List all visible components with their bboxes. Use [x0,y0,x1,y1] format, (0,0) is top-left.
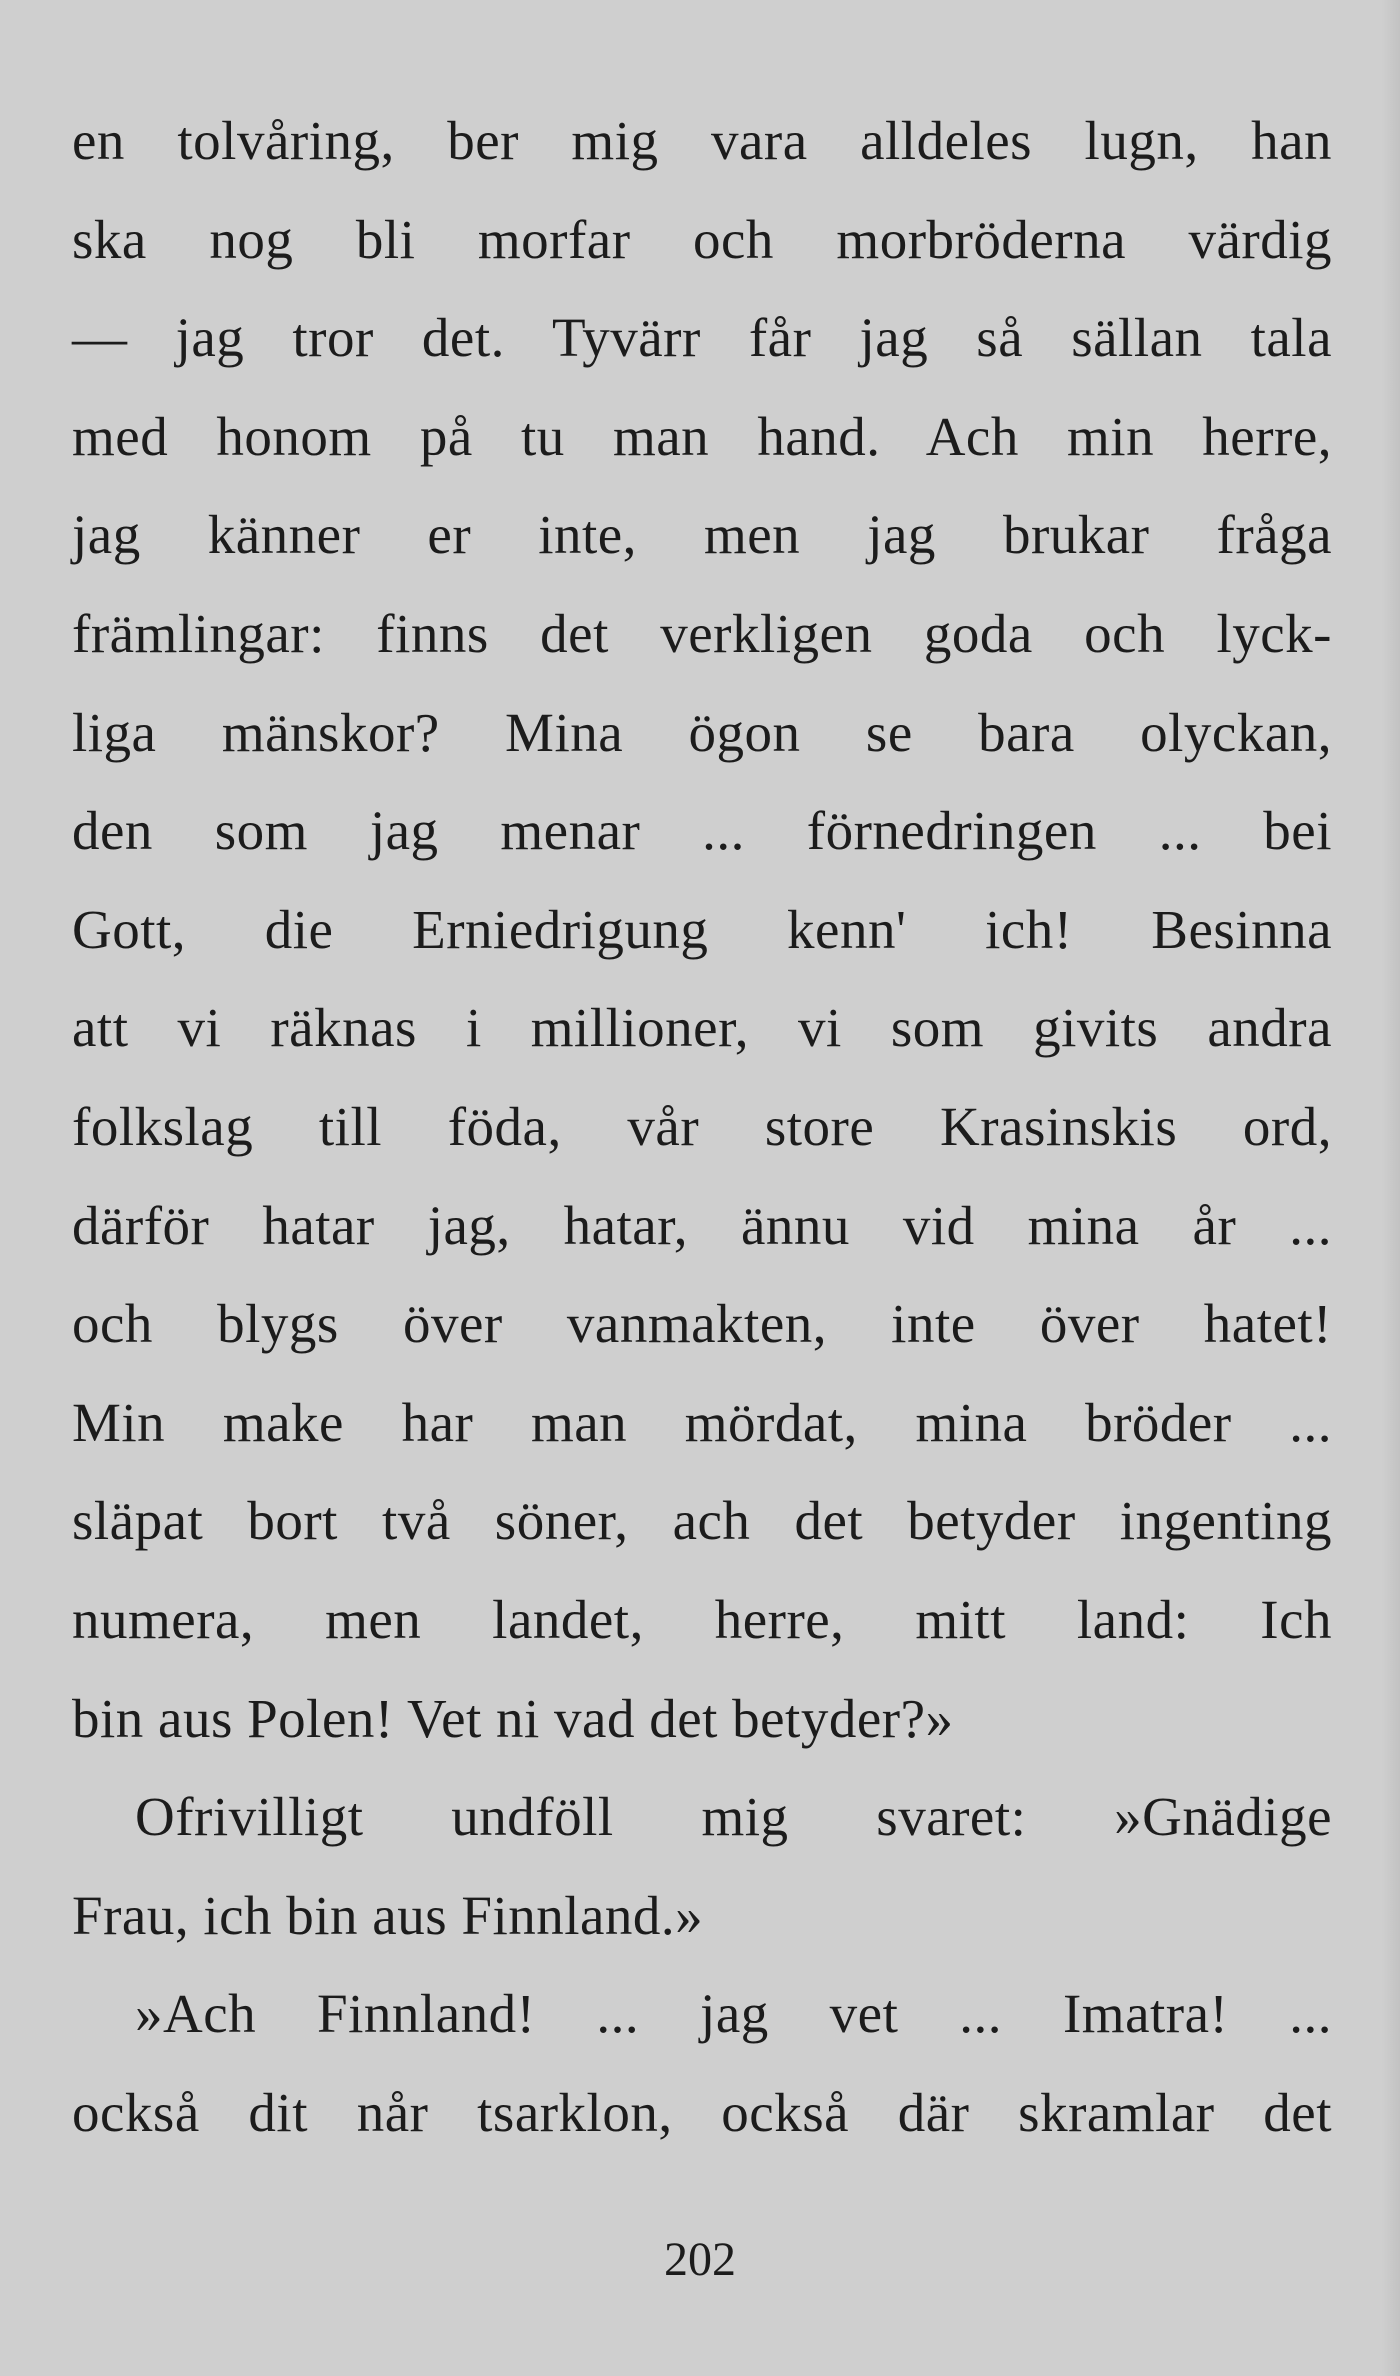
text-line: liga mänskor? Mina ögon se bara olyckan, [72,701,1332,763]
text-line: och blygs över vanmakten, inte över hatet! [72,1293,1332,1355]
text-line: numera, men landet, herre, mitt land: Ich [72,1588,1332,1650]
text-line: bin aus Polen! Vet ni vad det betyder?» [72,1687,954,1749]
text-line: också dit når tsarklon, också där skramlar det [72,2081,1332,2143]
text-line: Gott, die Erniedrigung kenn' ich! Besinna [72,898,1332,960]
text-line: folkslag till föda, vår store Krasinskis ord, [72,1095,1332,1157]
page-edge-shadow [1382,0,1400,2376]
text-line: »Ach Finnland! ... jag vet ... Imatra! ... [135,1983,1332,2045]
text-line: med honom på tu man hand. Ach min herre, [72,405,1332,467]
text-line: jag känner er inte, men jag brukar fråga [72,504,1332,566]
text-line: främlingar: finns det verkligen goda och lyck- [72,602,1332,664]
text-line: en tolvåring, ber mig vara alldeles lugn, han [72,110,1332,171]
text-line: ska nog bli morfar och morbröderna värdig [72,208,1332,270]
text-line: Frau, ich bin aus Finnland.» [72,1884,704,1946]
text-line: den som jag menar ... förnedringen ... bei [72,800,1332,862]
text-line: därför hatar jag, hatar, ännu vid mina år ... [72,1194,1332,1256]
body-text [72,92,1332,2162]
page-number: 202 [664,2233,736,2286]
text-line: släpat bort två söner, ach det betyder ingenting [72,1490,1332,1552]
text-line: — jag tror det. Tyvärr får jag så sällan tala [72,307,1332,369]
text-line: Min make har man mördat, mina bröder ... [72,1391,1332,1453]
text-line: att vi räknas i millioner, vi som givits andra [72,997,1332,1059]
text-line: Ofrivilligt undföll mig svaret: »Gnädige [135,1786,1332,1848]
